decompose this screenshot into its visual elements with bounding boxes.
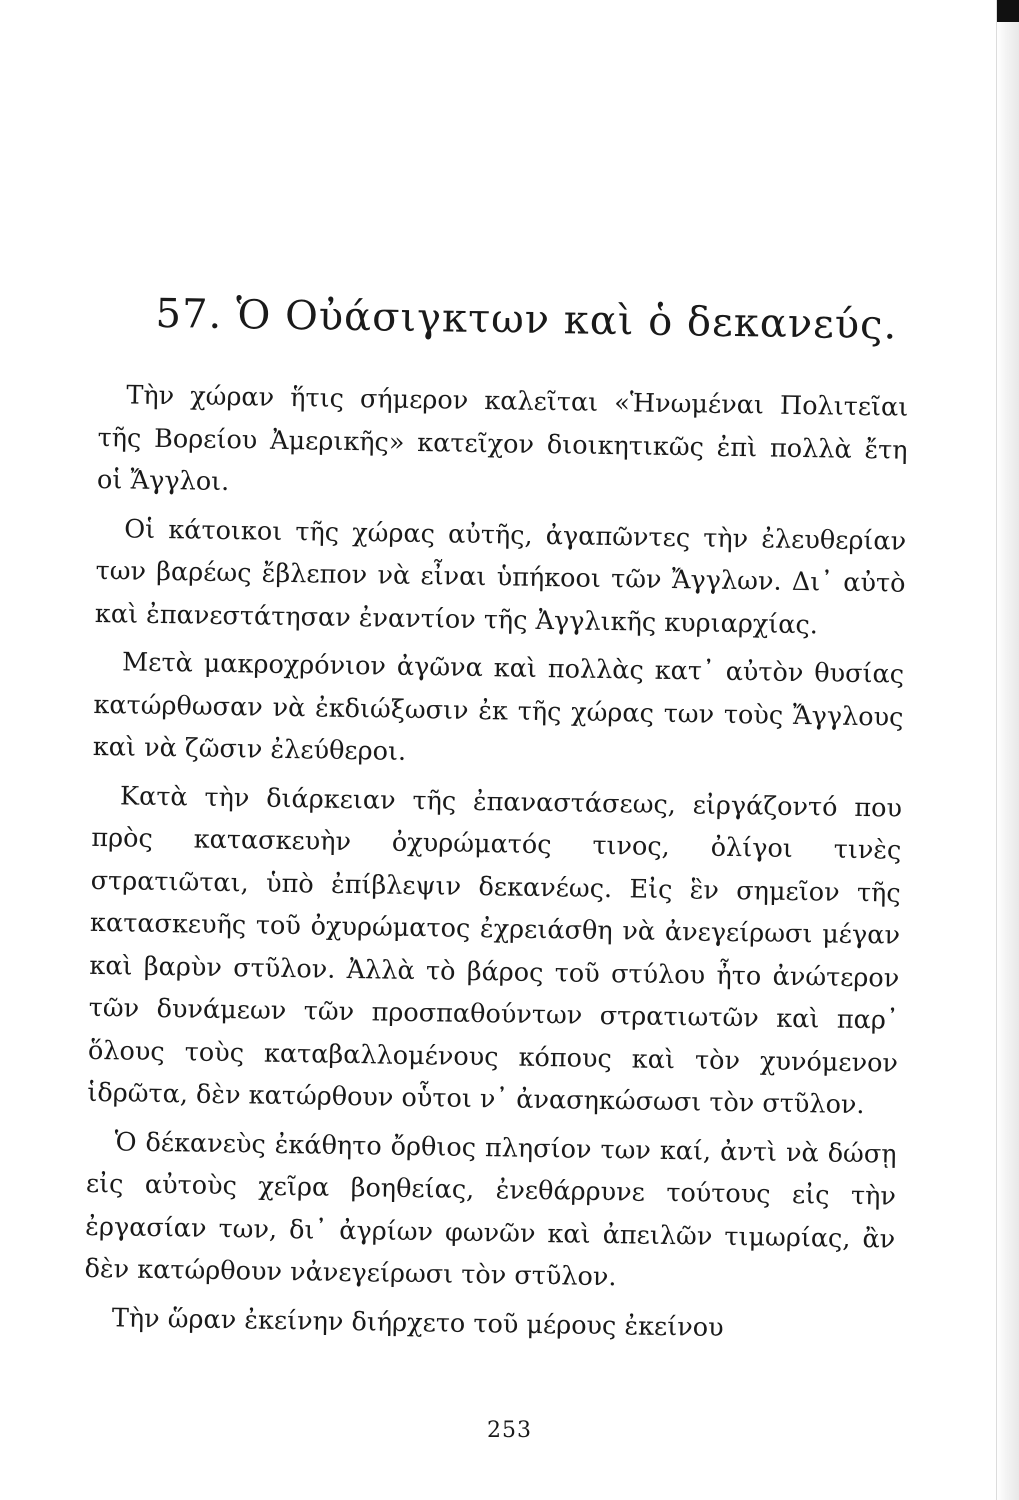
paragraph-4: Κατὰ τὴν διάρκειαν τῆς ἐπαναστάσεως, εἰργάζοντό που πρὸς κατασκευὴν ὀχυρώματός τινος, ὀλίγοι τινὲς στρατιῶται, ὑπὸ ἐπίβλεψιν δεκανέως. Εἰς ἓν σημεῖον τῆς κατασκευῆς τοῦ ὀχυρώματος ἐχρειάσθη νὰ ἀνεγείρωσι μέγαν καὶ βαρὺν στῦλον. Ἀλλὰ τὸ βάρος τοῦ στύλου ἦτο ἀνώτερον τῶν δυνάμεων τῶν προσπαθούντων στρατιωτῶν καὶ παρ᾽ ὅλους τοὺς καταβαλλομένους κόπους καὶ τὸν χυνόμενον ἱδρῶτα, δὲν κατώρθουν οὗτοι ν᾽ ἀνασηκώσωσι τὸν στῦλον. (87, 780, 903, 1121)
page-content (83, 290, 909, 1358)
paragraph-1: Τὴν χώραν ἥτις σήμερον καλεῖται «Ἡνωμέναι Πολιτεῖαι τῆς Βορείου Ἀμερικῆς» κατεῖχον διοικητικῶς ἐπὶ πολλὰ ἔτη οἱ Ἄγγλοι. (96, 380, 909, 498)
page-number: 253 (487, 1418, 532, 1443)
paragraph-5: Ὁ δέκανεὺς ἐκάθητο ὄρθιος πλησίον των καί, ἀντὶ νὰ δώσῃ εἰς αὐτοὺς χεῖρα βοηθείας, ἐνεθάρρυνε τούτους εἰς τὴν ἐργασίαν των, δι᾽ ἀγρίων φωνῶν καὶ ἀπειλῶν τιμωρίας, ἂν δὲν κατώρθουν νἀνεγείρωσι τὸν στῦλον. (84, 1126, 897, 1293)
paragraph-2: Οἱ κάτοικοι τῆς χώρας αὐτῆς, ἀγαπῶντες τὴν ἐλευθερίαν των βαρέως ἔβλεπον νὰ εἶναι ὑπήκοοι τῶν Ἄγγλων. Δι᾽ αὐτὸ καὶ ἐπανεστάτησαν ἐναντίον τῆς Ἀγγλικῆς κυριαρχίας. (94, 513, 907, 640)
scan-corner-mark (997, 0, 1019, 22)
paragraph-3: Μετὰ μακροχρόνιον ἀγῶνα καὶ πολλὰς κατ᾽ αὐτὸν θυσίας κατώρθωσαν νὰ ἐκδιώξωσιν ἐκ τῆς χώρας των τοὺς Ἄγγλους καὶ νὰ ζῶσιν ἐλεύθεροι. (92, 647, 905, 767)
paragraph-6: Τὴν ὥραν ἐκείνην διήρχετο τοῦ μέρους ἐκείνου (111, 1302, 724, 1343)
chapter-title: 57. Ὁ Οὐάσιγκτων καὶ ὁ δεκανεύς. (155, 290, 898, 349)
page-edge (996, 0, 1019, 1500)
